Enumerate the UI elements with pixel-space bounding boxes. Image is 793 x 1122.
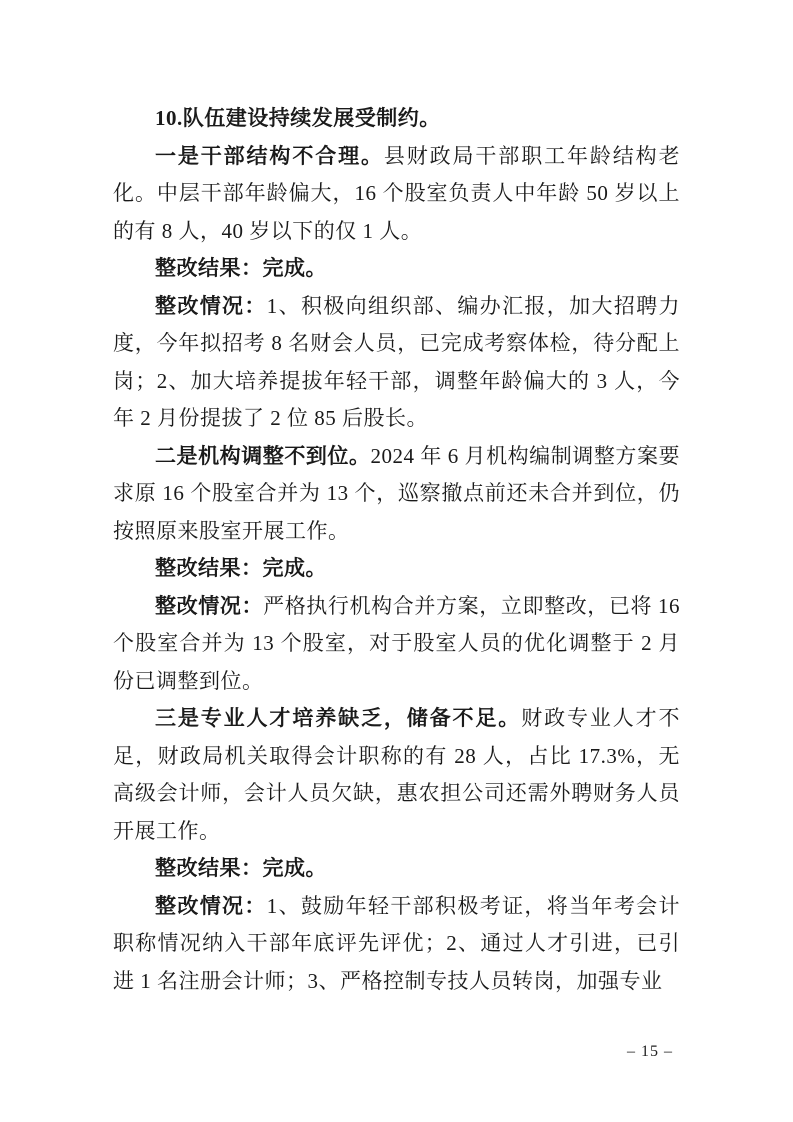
rectification-result-1: [113, 250, 680, 288]
rectification-result-3-label: 整改结果：: [155, 856, 263, 880]
rectification-situation-3: [113, 888, 680, 1001]
rectification-situation-2-label: 整改情况：: [155, 593, 264, 618]
sub-issue-2-paragraph: [113, 438, 680, 551]
sub-issue-3-text: 财政专业人才不足，财政局机关取得会计职称的有 28 人，占比 17.3%，无高级会计师，会计人员欠缺，惠农担公司还需外聘财务人员开展工作。: [113, 706, 681, 843]
rectification-result-2-value: 完成。: [262, 556, 327, 580]
rectification-result-2-label: 整改结果：: [155, 556, 263, 580]
rectification-result-1-value: 完成。: [262, 256, 327, 280]
page-number: – 15 –: [627, 1043, 673, 1060]
rectification-situation-3-text: 1、鼓励年轻干部积极考证，将当年考会计职称情况纳入干部年底评先评优；2、通过人才引进，已引进 1 名注册会计师；3、严格控制专技人员转岗，加强专业: [113, 893, 681, 993]
rectification-situation-1-text: 1、积极向组织部、编办汇报，加大招聘力度，今年拟招考 8 名财会人员，已完成考察体检，待分配上岗；2、加大培养提拔年轻干部，调整年龄偏大的 3 人，今年 2 月份提拔了 2 位 85 后股长。: [113, 293, 681, 430]
rectification-situation-2-text: 严格执行机构合并方案，立即整改，已将 16 个股室合并为 13 个股室，对于股室人员的优化调整于 2 月份已调整到位。: [113, 593, 681, 693]
rectification-result-3: [113, 850, 680, 888]
sub-issue-3-lead: 三是专业人才培养缺乏，储备不足。: [155, 706, 522, 730]
sub-issue-2-lead: 二是机构调整不到位。: [155, 443, 371, 468]
sub-issue-2-text: 2024 年 6 月机构编制调整方案要求原 16 个股室合并为 13 个，巡察撤点前还未合并到位，仍按照原来股室开展工作。: [113, 443, 681, 543]
sub-issue-1-text: 县财政局干部职工年龄结构老化。中层干部年龄偏大，16 个股室负责人中年龄 50 岁以上的有 8 人，40 岁以下的仅 1 人。: [113, 143, 681, 243]
sub-issue-3-paragraph: [113, 700, 680, 850]
rectification-situation-3-label: 整改情况：: [155, 893, 267, 918]
rectification-situation-1-label: 整改情况：: [155, 293, 267, 318]
rectification-result-1-label: 整改结果：: [155, 256, 263, 280]
sub-issue-1-lead: 一是干部结构不合理。: [155, 143, 384, 168]
sub-issue-1-paragraph: [113, 138, 680, 251]
issue-10-heading: 10.队伍建设持续发展受制约。: [155, 106, 441, 130]
document-body: [113, 100, 680, 1000]
rectification-result-2: [113, 550, 680, 588]
rectification-situation-1: [113, 288, 680, 438]
rectification-result-3-value: 完成。: [262, 856, 327, 880]
rectification-situation-2: [113, 588, 680, 701]
